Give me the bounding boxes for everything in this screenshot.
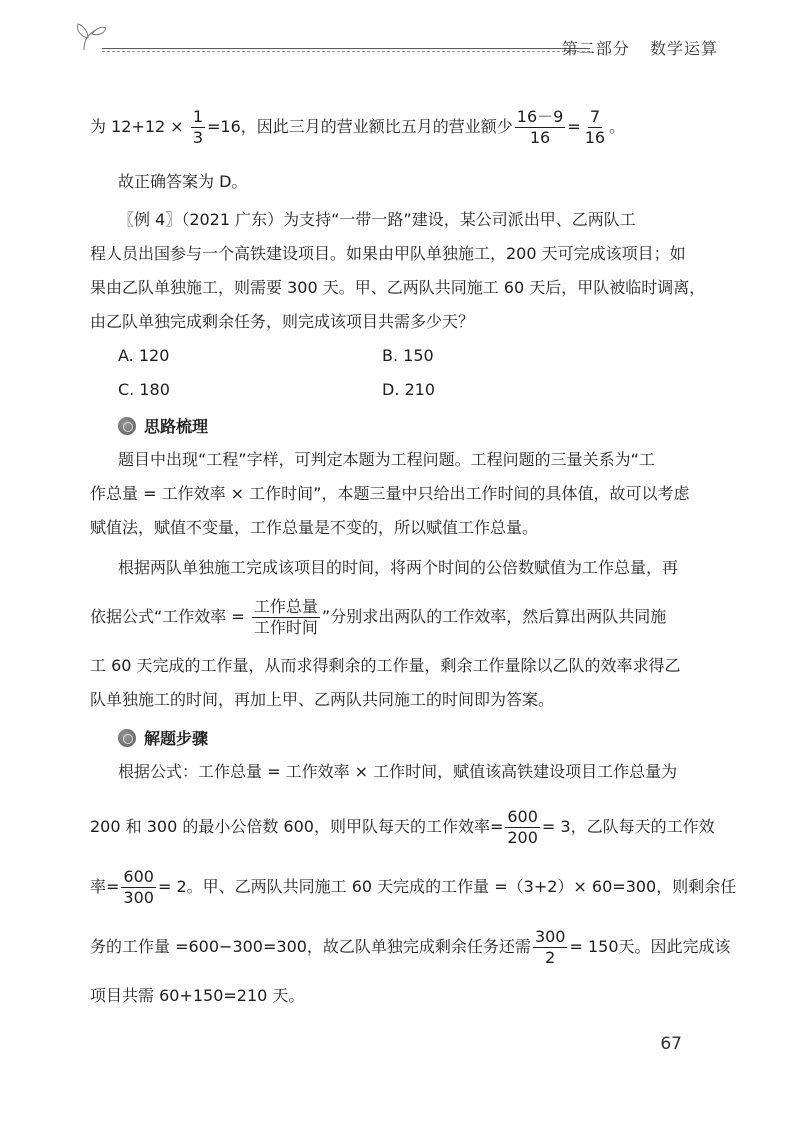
header-title [562, 36, 718, 59]
prev-solution-line: 为 12+12 × $\frac{1}{3}$ =16，因此三月的营业额比五月的营业额少 $\frac{16-9}{16}$ = $\frac{7}{16}$ 。 [90, 107, 626, 147]
header-rule [102, 48, 590, 49]
example-line-1: 〖例 4〗（2021 广东）为支持“一带一路”建设，某公司派出甲、乙两队工 [118, 210, 636, 229]
fraction-result: $\frac{7}{16}$ [584, 107, 606, 147]
example-bracket-right: 〗 [165, 210, 182, 229]
header-part: 第二部分 [561, 39, 630, 58]
solution-l1: 根据公式：工作总量 = 工作效率 × 工作时间，赋值该高铁建设项目工作总量为 [118, 762, 678, 781]
section-solution-title: 解题步骤 [118, 726, 208, 749]
fraction-formula: $\frac{\text{工作总量}}{\text{工作时间}}$ [253, 597, 318, 637]
prev-answer: 故正确答案为 D。 [118, 172, 248, 191]
example-line-3: 果由乙队单独施工，则需要 300 天。甲、乙两队共同施工 60 天后，甲队被临时调离， [90, 278, 706, 297]
analysis-p2-l4: 队单独施工的时间，再加上甲、乙两队共同施工的时间即为答案。 [90, 690, 555, 709]
fraction-300-2: $\frac{300}{2}$ [534, 927, 566, 967]
page-number: 67 [660, 1034, 682, 1054]
section-analysis-title: 思路梳理 [118, 414, 208, 437]
analysis-p1-l3: 赋值法，赋值不变量，工作总量是不变的，所以赋值工作总量。 [90, 518, 539, 537]
header-section: 数学运算 [649, 39, 718, 58]
solution-l3: 率= $\frac{600}{300}$ = 2。甲、乙两队共同施工 60 天完成的工作量 =（3+2）× 60=300，则剩余任 [90, 867, 737, 907]
analysis-p1-l2: 作总量 = 工作效率 × 工作时间”，本题三量中只给出工作时间的具体值，故可以考虑 [90, 484, 690, 503]
example-line-2: 程人员出国参与一个高铁建设项目。如果由甲队单独施工，200 天可完成该项目；如 [90, 244, 686, 263]
section-bullet-icon [118, 417, 136, 435]
solution-l2: 200 和 300 的最小公倍数 600，则甲队每天的工作效率= $\frac{600}{200}$ = 3，乙队每天的工作效 [90, 807, 715, 847]
option-b: B. 150 [382, 346, 434, 365]
header-rule-dashed [102, 51, 590, 52]
section-bullet-icon [118, 729, 136, 747]
option-a: A. 120 [118, 346, 170, 365]
fraction-one-third: $\frac{1}{3}$ [192, 107, 203, 147]
example-line-4: 由乙队单独完成剩余任务，则完成该项目共需多少天？ [90, 312, 475, 331]
example-bracket-left: 〖 [118, 210, 135, 229]
solution-l4: 务的工作量 =600−300=300，故乙队单独完成剩余任务还需 $\frac{300}{2}$ = 150天。因此完成该 [90, 927, 731, 967]
solution-l5: 项目共需 60+150=210 天。 [90, 986, 305, 1005]
option-c: C. 180 [118, 380, 170, 399]
fraction-600-300: $\frac{600}{300}$ [123, 867, 154, 907]
fraction-diff: $\frac{16-9}{16}$ [516, 107, 564, 147]
prev-text-2: =16，因此三月的营业额比五月的营业额少 [207, 117, 513, 136]
option-d: D. 210 [382, 380, 436, 399]
analysis-p1-l1: 题目中出现“工程”字样，可判定本题为工程问题。工程问题的三量关系为“工 [118, 450, 655, 469]
prev-text-1: 为 12+12 × [90, 117, 184, 136]
page-header [70, 22, 730, 70]
analysis-p2-l1: 根据两队单独施工完成该项目的时间，将两个时间的公倍数赋值为工作总量，再 [118, 558, 679, 577]
fraction-600-200: $\frac{600}{200}$ [507, 807, 538, 847]
example-label: 例 4 [134, 210, 166, 229]
analysis-p2-l3: 工 60 天完成的工作量，从而求得剩余的工作量，剩余工作量除以乙队的效率求得乙 [90, 656, 681, 675]
analysis-p2-l2: 依据公式“工作效率 = $\frac{\text{工作总量}}{\text{工作时间}}$ ”分别求出两队的工作效率，然后算出两队共同施 [90, 597, 667, 637]
